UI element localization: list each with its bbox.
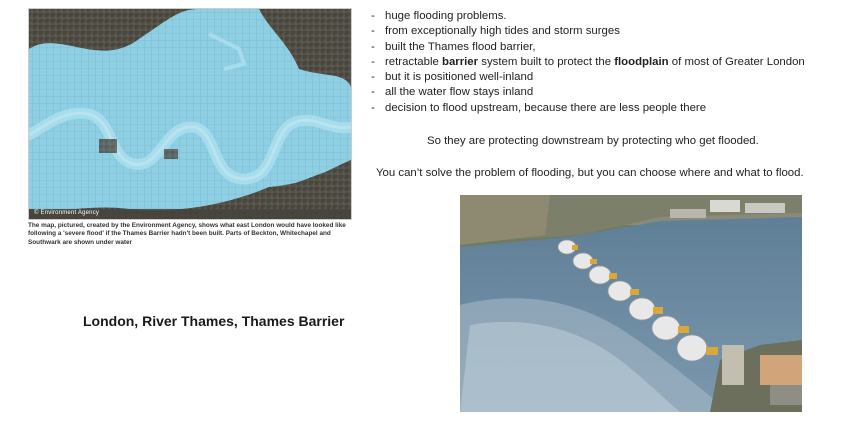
bullet-item: - but it is positioned well-inland xyxy=(371,71,534,84)
bullet-item: - built the Thames flood barrier, xyxy=(371,40,536,53)
bold-term: barrier xyxy=(441,55,479,68)
bold-term: floodplain xyxy=(614,55,669,68)
slide-title: London, River Thames, Thames Barrier xyxy=(83,313,345,329)
map-caption: The map, pictured, created by the Environment Agency, shows what east London would have looked like following a 'severe flood' if the Thames Barrier hadn't been built. Parts of Beckton, Whitechapel and Southwark are shown under water xyxy=(28,222,346,246)
flood-map-figure xyxy=(28,8,352,253)
flood-map-image xyxy=(28,8,352,220)
protecting-statement: So they are protecting downstream by protecting who get flooded. xyxy=(427,135,759,147)
bullet-item: - from exceptionally high tides and storm surges xyxy=(371,25,620,38)
map-credit: © Environment Agency xyxy=(34,210,100,216)
bullet-item: - decision to flood upstream, because there are less people there xyxy=(371,101,707,114)
bullet-list xyxy=(371,9,805,116)
bullet-item: - retractable barrier system built to protect the floodplain of most of Greater London xyxy=(371,55,805,68)
choose-statement: You can’t solve the problem of flooding, but you can choose where and what to flood. xyxy=(376,167,804,179)
thames-barrier-photo xyxy=(460,195,802,412)
bullet-item: - huge flooding problems. xyxy=(371,10,507,22)
bullet-item: - all the water flow stays inland xyxy=(371,86,534,99)
